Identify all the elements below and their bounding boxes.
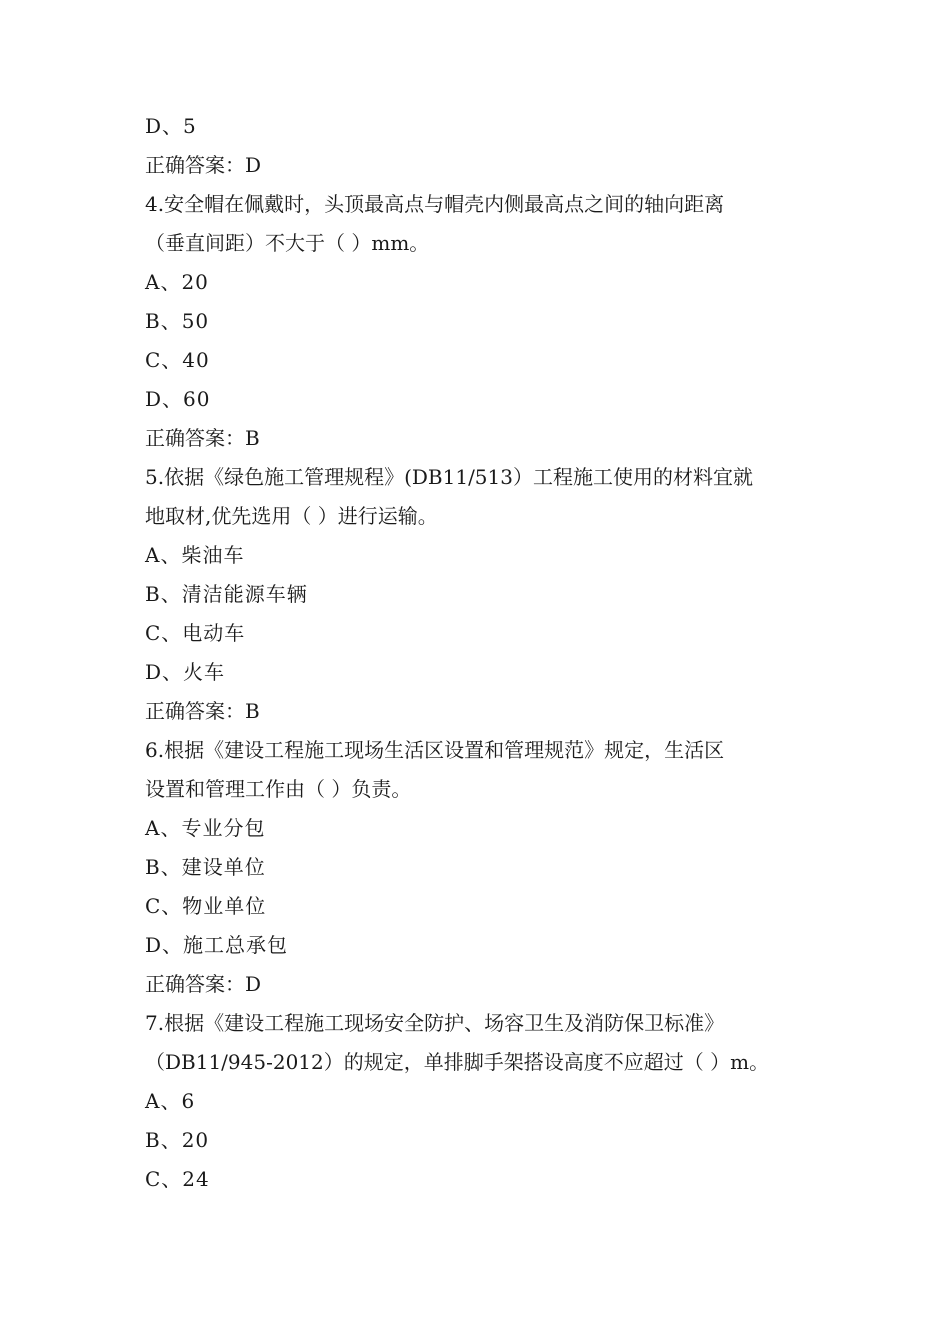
answer-option: B、清洁能源车辆: [145, 582, 308, 606]
answer-option: A、柴油车: [145, 543, 245, 567]
answer-option: A、20: [145, 270, 209, 294]
answer-option: D、60: [145, 387, 211, 411]
answer-option: D、5: [145, 114, 197, 138]
question-text-line: 地取材,优先选用（ ）进行运输。: [145, 504, 438, 528]
question-text-line: 4.安全帽在佩戴时，头顶最高点与帽壳内侧最高点之间的轴向距离: [145, 192, 725, 216]
question-text-line: 7.根据《建设工程施工现场安全防护、场容卫生及消防保卫标准》: [145, 1011, 725, 1035]
answer-option: A、6: [145, 1089, 196, 1113]
answer-option: C、40: [145, 348, 210, 372]
correct-answer: 正确答案：B: [145, 699, 260, 723]
question-block: [145, 458, 825, 536]
answer-option: D、施工总承包: [145, 933, 289, 957]
correct-answer: 正确答案：D: [145, 153, 262, 177]
answer-option: A、专业分包: [145, 816, 266, 840]
question-block: [145, 185, 825, 263]
answer-option: B、建设单位: [145, 855, 266, 879]
answer-option: C、电动车: [145, 621, 246, 645]
question-text-line: 5.依据《绿色施工管理规程》(DB11/513）工程施工使用的材料宜就: [145, 465, 753, 489]
answer-option: B、20: [145, 1128, 210, 1152]
exam-content: [145, 107, 825, 1199]
correct-answer: 正确答案：D: [145, 972, 262, 996]
question-text-line: 设置和管理工作由（ ）负责。: [145, 777, 412, 801]
answer-option: D、火车: [145, 660, 226, 684]
answer-option: C、24: [145, 1167, 210, 1191]
question-block: [145, 1004, 825, 1082]
question-text-line: （DB11/945-2012）的规定，单排脚手架搭设高度不应超过（ ）m。: [145, 1050, 770, 1074]
question-block: [145, 731, 825, 809]
question-text-line: （垂直间距）不大于（ ）mm。: [145, 231, 430, 255]
answer-option: C、物业单位: [145, 894, 267, 918]
question-text-line: 6.根据《建设工程施工现场生活区设置和管理规范》规定，生活区: [145, 738, 725, 762]
answer-option: B、50: [145, 309, 210, 333]
correct-answer: 正确答案：B: [145, 426, 260, 450]
